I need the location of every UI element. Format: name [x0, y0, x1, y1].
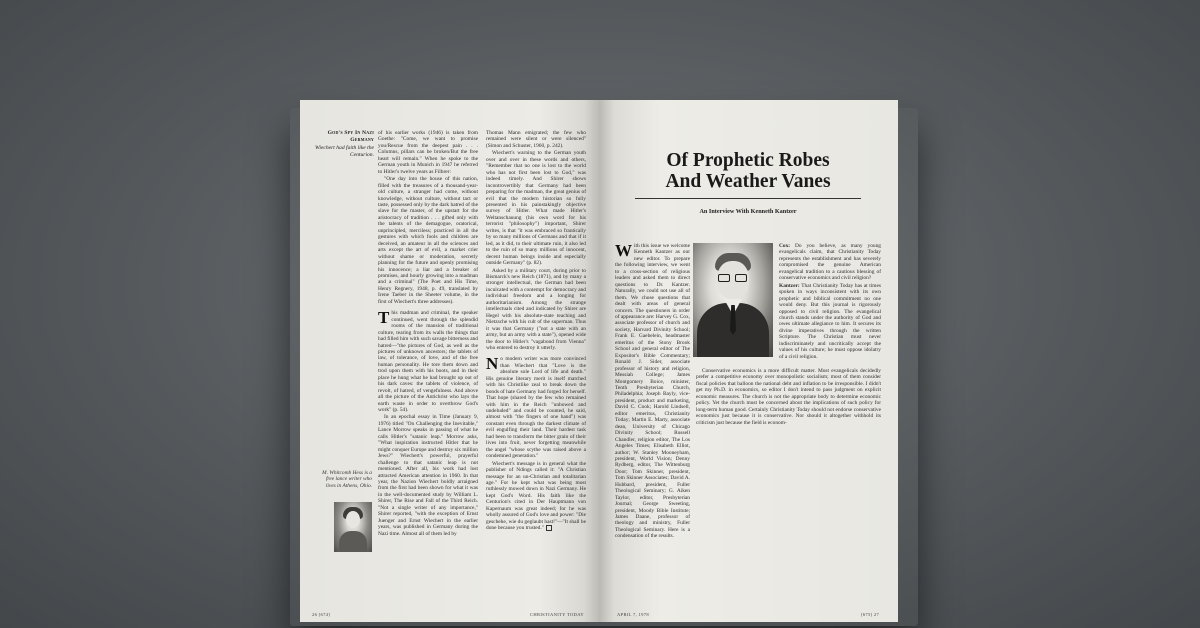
- article-subtitle: An Interview With Kenneth Kantzer: [699, 208, 797, 215]
- right-column-1: [615, 243, 690, 608]
- answer-text: That Christianity Today has at times spoken in ways inconsistent with its own prophetic and biblical commitment no one would deny. But this journal is rigorously opposed to civil religion. The evangelical church stands under the authority of God and owes ultimate allegiance to him. It secures its divine imperatives through the written Scripture. The Christian must never indiscriminately and uncritically accept the values of his culture; he must oppose idolatry of a civil religion.: [779, 282, 881, 360]
- paragraph: "One day into the house of this nation, filled with the treasures of a thousand-year-old culture, a stranger had come, without knowledge, without culture, without tact or taste, possessed only by the dark hatred of the slave for the master, of the upstart for the aristocracy of tradition . . . gifted only with the talents of the demagogue, oratorical, unprincipled, merciless; practiced in all the gestures with which fools and children are deceived, an amateur in all the sciences and arts except the art of evil, a market crier without shame or moderation, secretly planning for the future and openly promising his innocence; a liar and a breaker of promises, and hourly growing into a madman and a criminal" (The Poet and His Time, Henry Regnery, 1948, p. 49, translated by Irene Taeber in the Sheeter volume, in the first of Wiechert's three addresses).: [378, 176, 478, 305]
- left-column-2: [486, 130, 586, 605]
- paragraph: Conservative economics is a more difficult matter. Most evangelicals decidedly prefer a competitive economy over monopolistic socialism; most of them consider fiscal policies that balloon the national debt and inflation to be irresponsible. I didn't get my Ph.D. in economics, so editor I don't intend to pass judgment on explicit economic measures. The church is not the appropriate body to determine economic policy. Yet the church must be concerned about the implications of such policy for long-term human good. Certainly Christianity Today should not endorse conservative economics just because it is conservative. Nor should it altogether withhold its criticism just because the field is econom-: [696, 368, 881, 426]
- right-page-number: [675] 27: [861, 612, 880, 617]
- left-page-number: 26 [674]: [312, 612, 331, 617]
- left-page: [300, 100, 599, 622]
- paragraph: Wiechert's warning to the German youth over and over in these words and others, "Remember that no one is lost to the world who has not first been lost to God," was indeed timely. And Shirer shows incontrovertibly that Germany had been preparing for the madman, the great genius of evil that the modern historian so fully presented in his painstakingly objective survey of Hitler. What made Hitler's Weltanschauung (his own word for his terrorist "philosophy") important, Shirer writes, is that "it was embraced so frantically by so many millions of Germans and that if it led, as it did, to their ultimate ruin, it also led to the ruin of so many millions of innocent, decent human beings inside and especially outside Germany" (p. 82).: [486, 150, 586, 267]
- paragraph: [615, 243, 690, 540]
- photo-face-shape: [346, 511, 360, 528]
- author-note: M. Whitcomb Hess is a free lance writer who lives in Athens, Ohio.: [322, 470, 372, 489]
- title-rule: [635, 198, 861, 199]
- paragraph-text: ith this issue we welcome Kenneth Kantzer as our new editor. To prepare the following interview, we went to a cross-section of religious leaders and asked them to direct questions to Dr. Kantzer. Naturally, we could not use all of them. We chose questions that dealt with areas of general concern. The questioners in order of appearance are: Harvey G. Cox, associate professor of church and society, Harvard Divinity School; Frank E. Gaebelein, headmaster emeritus of the Stony Brook School and general editor of The Expositor's Bible Commentary; Ronald J. Sider, associate professor of history and religion, Messiah College; James Montgomery Boice, minister, Tenth Presbyterian Church, Philadelphia; Joseph Bayly, vice-president, product and marketing, David C. Cook; Harold Lindsell, editor emeritus, Christianity Today; Martin E. Marty, associate dean, University of Chicago Divinity School; Russell Chandler, religion editor, The Los Angeles Times; Elisabeth Elliot, author; W. Stanley Mooneyham, president, World Vision; Denny Rydberg, editor, The Wittenburg Door; Tom Skinner, president, Tom Skinner Associates; David A. Hubbard, president, Fuller Theological Seminary; G. Aiken Taylor, editor, Presbyterian Journal; George Sweeting, president, Moody Bible Institute; James Daane, professor of theology and ministry, Fuller Theological Seminary. Here is a condensation of the results.: [615, 243, 690, 540]
- magazine-spread: [300, 100, 898, 622]
- right-column-2-bottom: [696, 368, 881, 608]
- right-column-2-top: [779, 243, 881, 363]
- paragraph: [486, 461, 586, 532]
- left-page-publication: CHRISTIANITY TODAY: [530, 612, 585, 617]
- side-heading-sub: Wiechert had faith like the Centurion.: [314, 145, 374, 158]
- paragraph: Asked by a military court, during prior to Bismarck's new Reich (1871), and by many a stronger intellectual, the German had been inculcated with a contempt for democracy and individual freedom and a longing for authoritarianism. Among the strange intellectuals cited and indicated by Shirer are Hegel with his absolute-state teaching and Nietzsche with his cult of the superman. Thus it was that Germany ("not a state with an army, but an army with a state"), opened wide the door to Hitler's "vagabond from Vienna" who entered to destroy it utterly.: [486, 267, 586, 351]
- side-heading: [314, 130, 374, 158]
- paragraph-text: o modern writer was more convinced than Wiechert that "Love is the absolute sole Lord of life and death." His genuine literary merit is itself matched with his Christlike zeal to break down the bonds of hate Germany had forged for herself. That hope (shared by the few who remained with him in the Reich "unbowed and undeluded" and could be counted, he said, almost with "the fingers of one hand") was constant even through the darkest climate of evil engulfing their land. Their hardest task had been to transform the bitter grain of their lives into fruit, never forgetting meanwhile the angel "whose scythe was raised above a condemned generation.": [486, 356, 586, 460]
- paragraph: Thomas Mann emigrated; the few who remained were silent or were silenced" (Simon and Schuster, 1960, p. 242).: [486, 130, 586, 149]
- drop-cap: N: [486, 354, 499, 374]
- article-title-block: [617, 150, 879, 215]
- answer: [779, 283, 881, 360]
- question: [779, 243, 881, 282]
- drop-cap: W: [615, 241, 632, 260]
- right-page: [599, 100, 898, 622]
- portrait-glasses-shape: [718, 274, 748, 282]
- article-title-line-1: Of Prophetic Robes: [666, 150, 830, 171]
- question-text: Do you believe, as many young evangelicals claim, that Christianity Today represents the establishment and has severely compromised the genuine American evangelical tradition to a cautious blessing of conservative economics and civil religion?: [779, 243, 881, 282]
- article-title: [617, 150, 879, 192]
- answerer-label: Kantzer:: [779, 282, 800, 289]
- article-title-line-2: And Weather Vanes: [665, 171, 831, 192]
- paragraph-text: Wiechert's message is in general what the publisher of Ndings called it: "A Christian message for an un-Christian and totalitarian age." For he kept what was being most ruthlessly mowed down in Nazi Germany. He kept God's Word. His faith like the Centurion's cited in Der Hauptmann von Kapernaum was great indeed; for he was wholly assured of God's love and power: "Die geschehe, wie du geglaubt hast!"—"It shall be done because you trusted.": [486, 460, 586, 532]
- left-column-1: [378, 130, 478, 605]
- paragraph-text: his madman and criminal, the speaker continued, went through the splendid rooms of the mansion of traditional culture, tearing from its walls the things that had filled him with such savage bitterness and hatred—"the pictures of God, as well as the pictures of unknown ancestors; the tablets of law, of tolerance, of love, and of the free human personality. He tore them down and trod upon them with his boots, and in their place he hung what he had brought up out of his dark caves: the tablets of violence, of revolt, of hatred, of vengefulness. And above all the picture of the Antichrist who lays the earth waste in order to overthrow God's work" (p. 54).: [378, 310, 478, 414]
- paragraph: [486, 356, 586, 459]
- author-photo: [334, 502, 372, 552]
- paragraph: of his earlier works (1946) is taken from Goethe: "Come, we want to promise you/Rescue from the deepest pain . . . Columns, pillars can be broken/But the free heart will remain." When he spoke to the German youth in Munich in 1947 he referred to Hitler's twelve years as Filbrer:: [378, 130, 478, 175]
- questioner-label: Cox:: [779, 243, 791, 249]
- side-heading-kicker: God's Spy In Nazi Germany: [327, 130, 374, 143]
- photo-body-shape: [339, 531, 367, 552]
- drop-cap: T: [378, 308, 390, 328]
- kantzer-portrait: [693, 243, 773, 357]
- right-page-date: APRIL 7, 1978: [617, 612, 649, 617]
- end-mark-icon: [546, 525, 552, 531]
- paragraph: [378, 310, 478, 413]
- paragraph: In an epochal essay in Time (January 9, 1976) titled "On Challenging the Inevitable," Lance Morrow speaks in passing of what he calls Hitler's "satanic leap." Morrow asks, "What inspiration instructed Hitler that he might conquer Europe and destroy six million Jews?" Wiechert's powerful, prayerful challenge to that satanic leap is not mentioned. After all, his work had lost attracted American attention in 1960. In that year, the Nazion Wiechert boldly arraigned from the first had been shown for what it was in the well-documented study by William L. Shirer, The Rise and Fall of the Third Reich. "Not a single writer of any importance," Shirer reported, "with the exception of Ernst Juenger and Ernst Wiechert in the earlier years, was published in Germany during the Nazi time. Almost all of them led by: [378, 414, 478, 537]
